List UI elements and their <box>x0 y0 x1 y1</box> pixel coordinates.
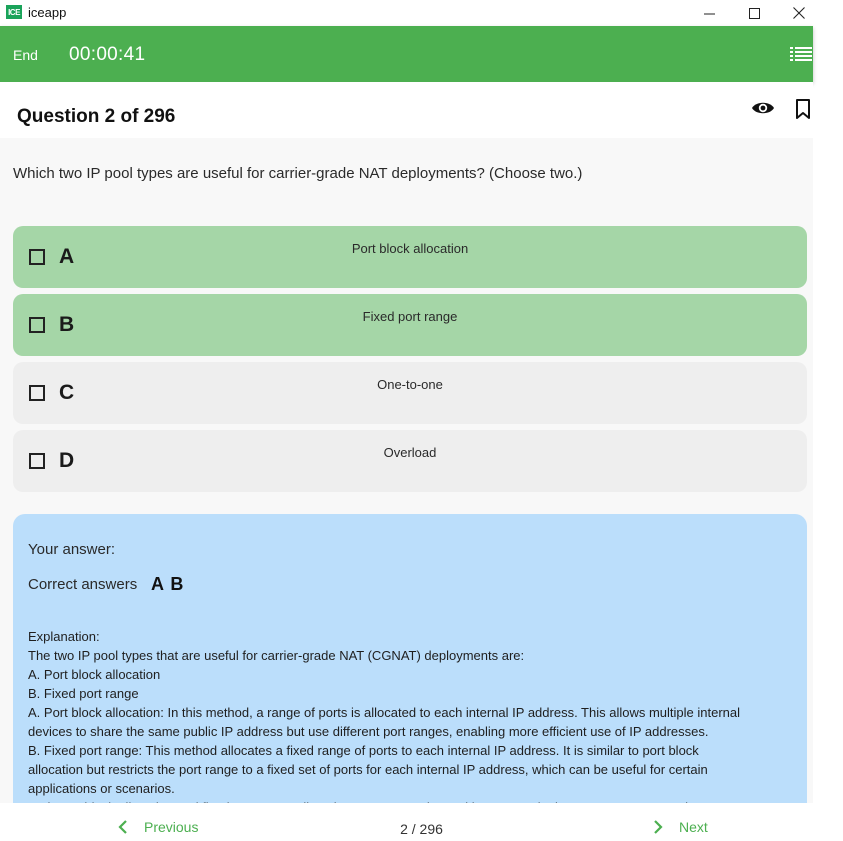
close-icon <box>793 7 805 19</box>
next-button[interactable] <box>653 819 708 835</box>
previous-label: Previous <box>144 819 199 835</box>
explanation-line: The two IP pool types that are useful for carrier-grade NAT (CGNAT) deployments are: <box>28 648 525 663</box>
explanation-line: B. Fixed port range: This method allocates a fixed range of ports to each internal IP address. It is similar to port block <box>28 743 699 758</box>
next-label: Next <box>679 819 708 835</box>
explanation-line: A. Port block allocation: In this method, a range of ports is allocated to each internal IP address. This allows multiple internal <box>28 705 741 720</box>
correct-answers-value: A B <box>151 574 185 594</box>
app-logo-icon: ICE <box>6 5 22 19</box>
explanation-text <box>28 627 798 817</box>
explanation-line: B. Fixed port range <box>28 686 139 701</box>
option-b-letter: B <box>59 313 75 336</box>
option-b-text: Fixed port range <box>362 309 458 324</box>
maximize-button[interactable] <box>731 0 777 26</box>
explanation-line: A. Port block allocation <box>28 667 161 682</box>
option-d-text: Overload <box>383 445 437 460</box>
explanation-line: applications or scenarios. <box>28 781 175 796</box>
option-a-letter: A <box>59 245 75 268</box>
question-number-title: Question 2 of 296 <box>17 106 176 127</box>
page-indicator: 2 / 296 <box>400 821 443 837</box>
option-c[interactable] <box>13 362 807 424</box>
exam-timer: 00:00:41 <box>69 44 146 65</box>
end-button[interactable]: End <box>13 47 38 63</box>
question-text: Which two IP pool types are useful for carrier-grade NAT deployments? (Choose two.) <box>13 165 583 182</box>
question-header <box>0 82 813 138</box>
menu-list-icon[interactable] <box>790 46 812 62</box>
window-title: iceapp <box>28 5 67 20</box>
option-d-letter: D <box>59 449 75 472</box>
explanation-line: Explanation: <box>28 629 100 644</box>
your-answer-label: Your answer: <box>28 541 115 558</box>
minimize-button[interactable] <box>686 0 732 26</box>
option-b[interactable] <box>13 294 807 356</box>
close-button[interactable] <box>776 0 822 26</box>
exam-appbar <box>0 26 813 82</box>
window-titlebar <box>0 0 813 26</box>
explanation-line: devices to share the same public IP address but use different port ranges, enabling more efficient use of IP addresses. <box>28 724 709 739</box>
eye-icon[interactable] <box>751 99 775 117</box>
minimize-icon <box>704 8 715 19</box>
question-content <box>0 138 813 803</box>
option-a[interactable] <box>13 226 807 288</box>
chevron-right-icon <box>653 820 663 834</box>
option-c-letter: C <box>59 381 75 404</box>
correct-answers-label: Correct answers <box>28 576 138 593</box>
option-c-text: One-to-one <box>377 377 443 392</box>
bottom-navigation <box>0 803 813 841</box>
bookmark-icon[interactable] <box>795 99 811 119</box>
explanation-line: allocation but restricts the port range to a fixed set of ports for each internal IP address, which can be useful for certain <box>28 762 708 777</box>
maximize-icon <box>749 8 760 19</box>
answer-panel <box>13 514 807 834</box>
option-d[interactable] <box>13 430 807 492</box>
option-a-text: Port block allocation <box>351 241 469 256</box>
